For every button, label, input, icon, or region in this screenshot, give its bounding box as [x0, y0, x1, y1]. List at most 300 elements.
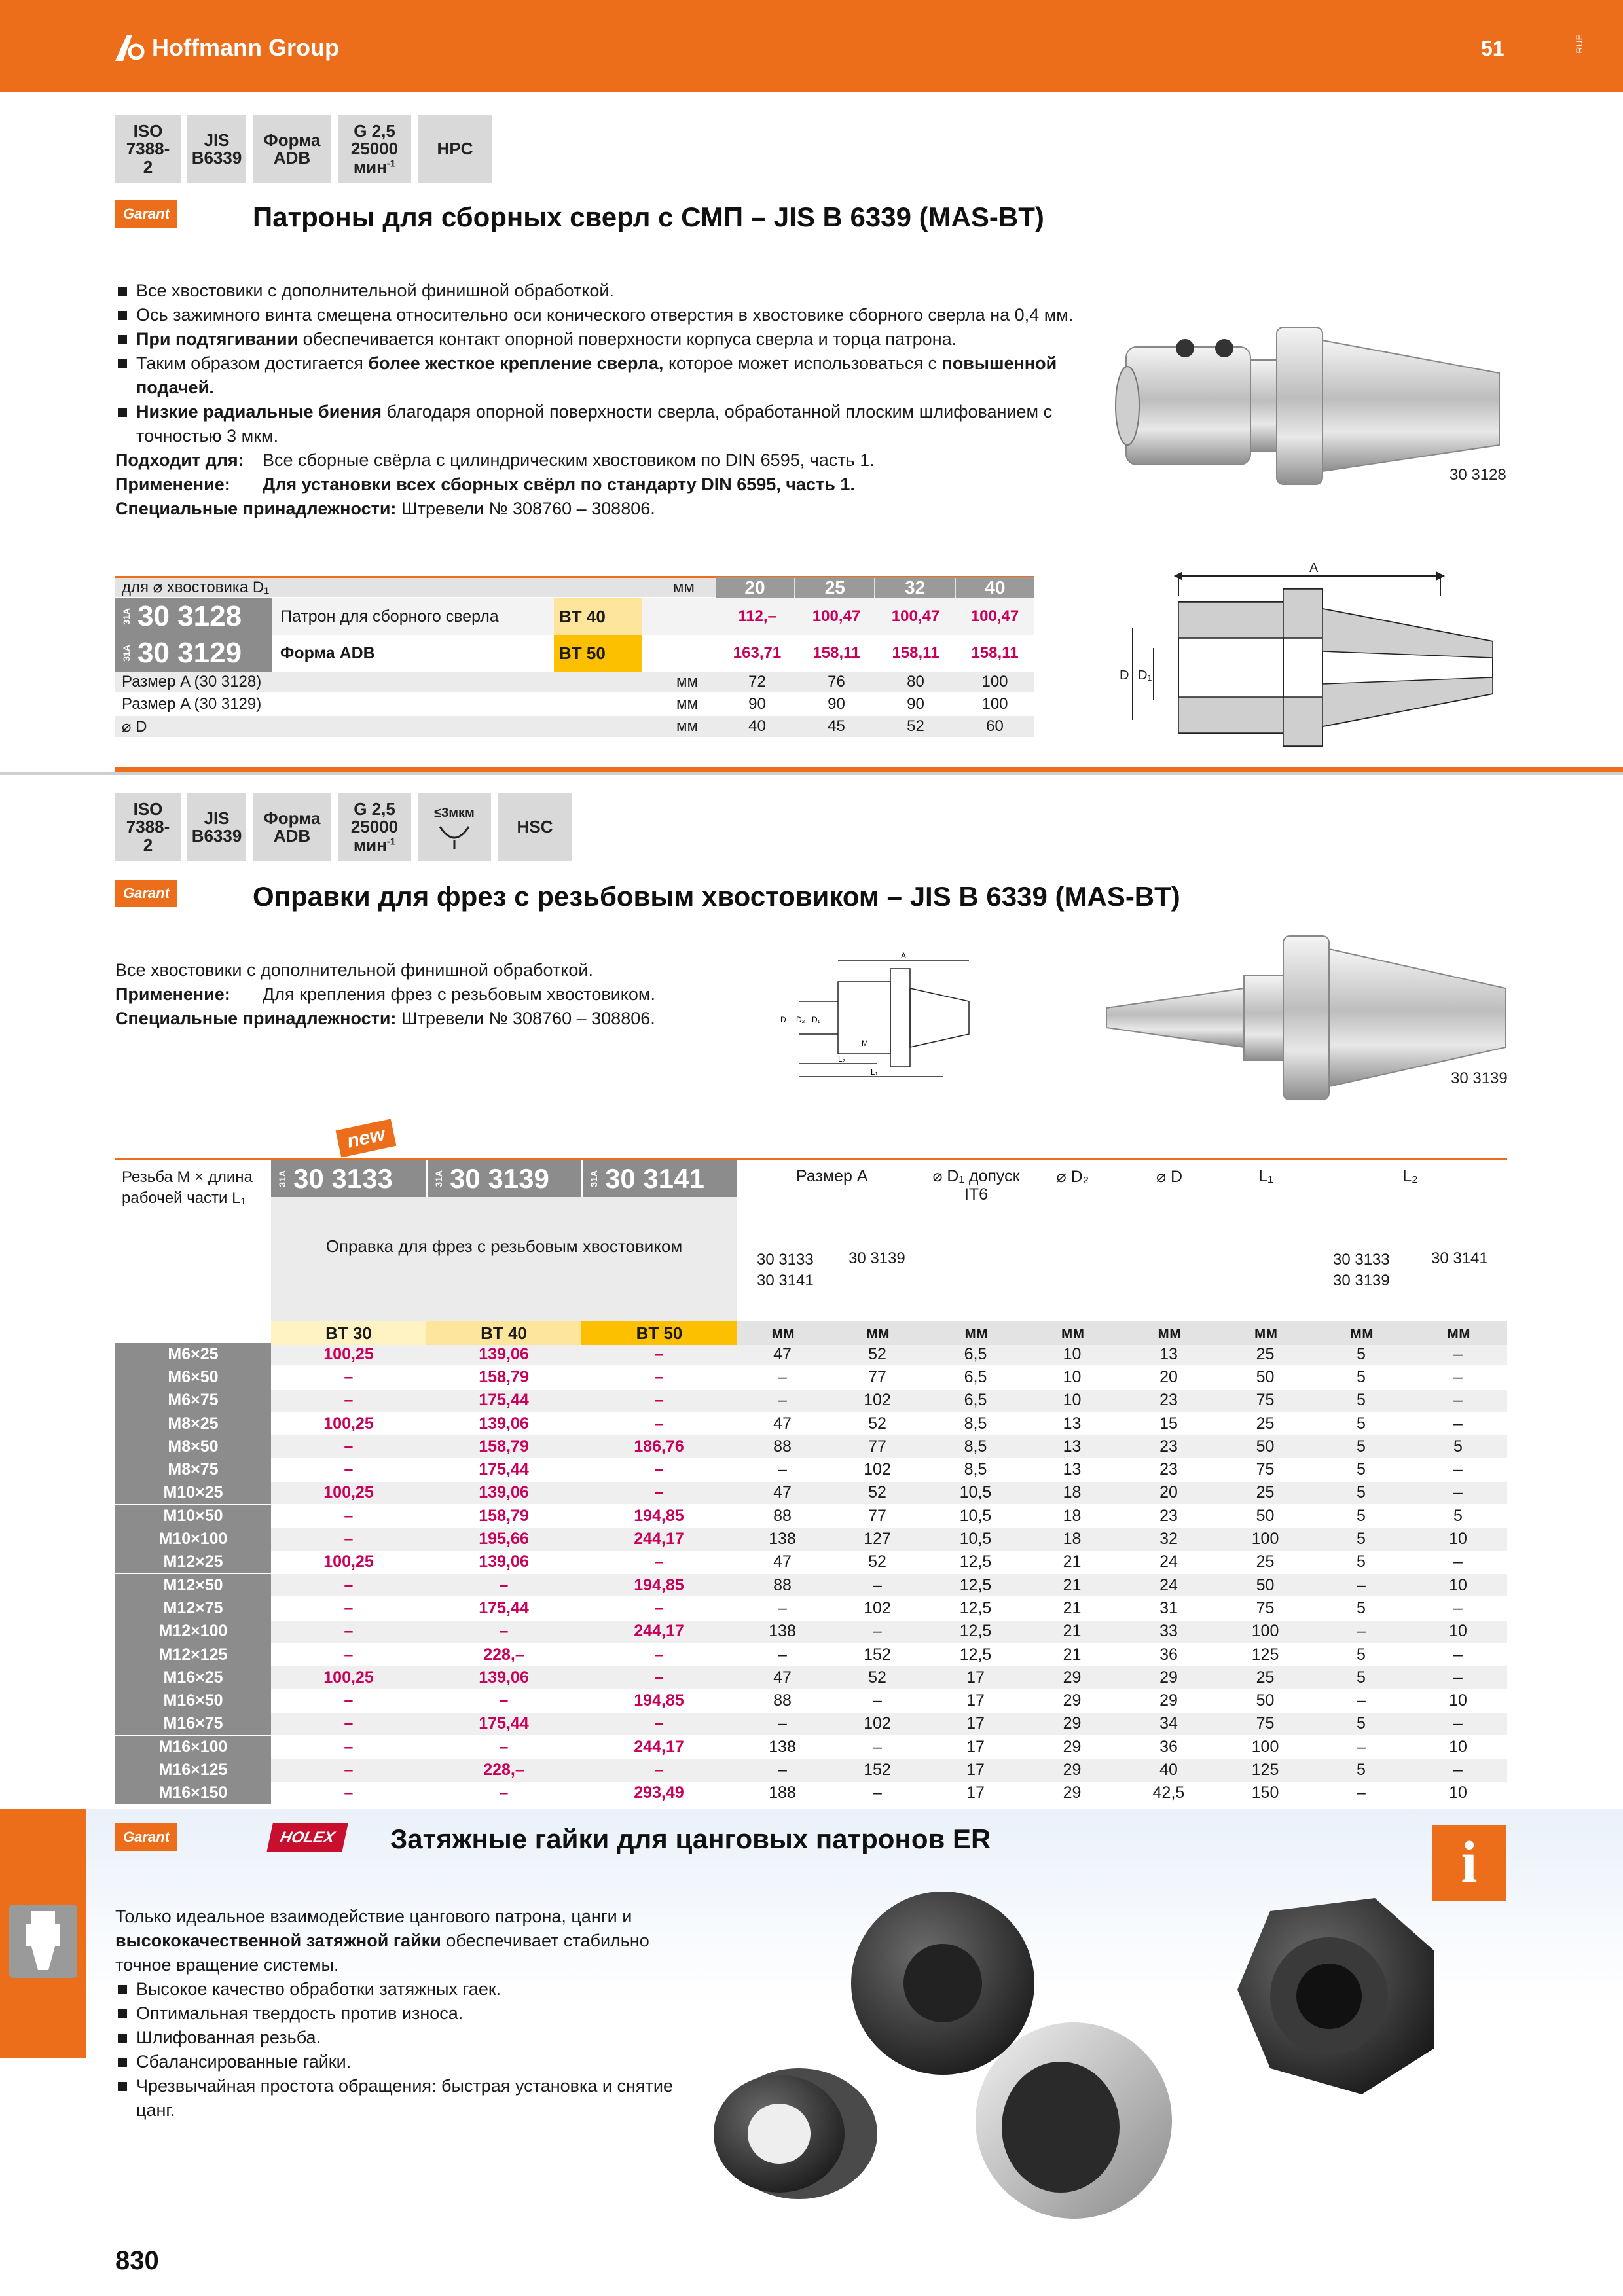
table-row: [115, 1366, 1507, 1389]
list-item: Ось зажимного винта смещена относительно оси конического отверстия в хвостовике сборного сверла на 0,4 мм.: [115, 303, 1084, 327]
unit-cell: мм: [1158, 1324, 1181, 1342]
dimension-cell: 33: [1159, 1622, 1178, 1641]
dimension-cell: 29: [1063, 1784, 1082, 1803]
dimension-cell: 47: [773, 1552, 792, 1571]
dimension-cell: 5: [1357, 1437, 1366, 1456]
unit-cell: мм: [1061, 1324, 1085, 1342]
dimension-cell: 100: [1251, 1530, 1279, 1549]
dimension-cell: –: [778, 1645, 787, 1664]
dimension-cell: 5: [1357, 1483, 1366, 1502]
nut-image-3: [976, 2022, 1172, 2219]
thread-size-cell: M8×75: [115, 1458, 271, 1481]
accessories-row: Специальные принадлежности: Штревели № 308760 – 308806.: [115, 1009, 655, 1028]
price-cell: 158,79: [479, 1367, 529, 1386]
dimension-cell: –: [1453, 1344, 1463, 1363]
fits-row: Подходит для: Все сборные свёрла с цилиндрическим хвостовиком по DIN 6595, часть 1.: [115, 450, 875, 470]
price-cell: –: [344, 1784, 354, 1803]
nut-image-2: [851, 1892, 1034, 2075]
dimension-cell: 75: [1256, 1598, 1275, 1617]
dimension-cell: 20: [1159, 1367, 1178, 1386]
dimension-cell: 52: [868, 1414, 886, 1433]
thread-size-cell: M10×100: [115, 1528, 271, 1551]
table-row: [115, 1666, 1507, 1689]
table-row: [115, 1482, 1507, 1505]
dimension-cell: 5: [1357, 1552, 1366, 1571]
accessories-row: Специальные принадлежности: Штревели № 308760 – 308806.: [115, 499, 655, 518]
dimension-cell: 188: [769, 1784, 796, 1803]
dimension-cell: 52: [868, 1344, 886, 1363]
thread-size-cell: M16×125: [115, 1759, 271, 1782]
dimension-cell: 29: [1063, 1737, 1082, 1756]
badge-jis: JIS B6339: [187, 793, 246, 861]
price-cell: –: [499, 1737, 509, 1756]
price-cell: 139,06: [479, 1414, 529, 1433]
price-cell: 228,–: [483, 1760, 524, 1779]
dimension-cell: 5: [1357, 1344, 1366, 1363]
thread-size-cell: M16×25: [115, 1666, 271, 1689]
dim-d1-label: D₁: [1138, 668, 1152, 683]
dimension-cell: 88: [773, 1691, 792, 1710]
dimension-cell: 24: [1159, 1575, 1178, 1594]
unit-cell: мм: [866, 1324, 890, 1342]
dimension-cell: 21: [1063, 1598, 1082, 1617]
price-cell: –: [654, 1552, 664, 1571]
dimension-cell: 47: [773, 1344, 792, 1363]
dimension-cell: 5: [1357, 1668, 1366, 1687]
article-number-303141[interactable]: 31A 30 3141: [581, 1160, 737, 1197]
price-cell: 100,25: [323, 1668, 374, 1687]
use-row: Применение: Для установки всех сборных свёрл по стандарту DIN 6595, часть 1.: [115, 475, 855, 494]
hoffmann-logo-icon: [115, 35, 145, 61]
price-cell: 100,25: [323, 1414, 374, 1433]
dimension-cell: 8,5: [964, 1460, 987, 1479]
dimension-cell: 15: [1159, 1414, 1178, 1433]
dimension-cell: 5: [1453, 1506, 1463, 1525]
badge-balance: G 2,5 25000 мин$^{-1}$: [338, 793, 411, 861]
dimension-cell: 125: [1251, 1645, 1279, 1664]
dimension-cell: 23: [1159, 1437, 1178, 1456]
dimension-cell: 10: [1449, 1691, 1467, 1710]
thread-size-cell: M16×100: [115, 1736, 271, 1759]
dimension-cell: 18: [1063, 1506, 1082, 1525]
section1-description: [115, 279, 1084, 521]
dimension-cell: –: [873, 1575, 882, 1594]
dimension-cell: 24: [1159, 1552, 1178, 1571]
list-item: Сбалансированные гайки.: [115, 2050, 691, 2074]
table-row: 31A 30 3129 Форма ADB BT 50 163,71 158,11 158,11 158,11: [115, 635, 1034, 672]
dimension-cell: 52: [868, 1668, 886, 1687]
clamping-nuts-image: [681, 1885, 1532, 2225]
dimension-cell: 5: [1453, 1437, 1463, 1456]
section-divider-shadow: [0, 772, 1623, 775]
dimension-cell: 8,5: [964, 1414, 987, 1433]
dimension-cell: 50: [1256, 1367, 1275, 1386]
dimension-cell: 52: [868, 1483, 886, 1502]
thread-size-cell: M10×25: [115, 1481, 271, 1504]
dimension-cell: 18: [1063, 1530, 1082, 1549]
article-description: Патрон для сборного сверла: [280, 607, 499, 626]
price-cell: 195,66: [479, 1530, 529, 1549]
thread-size-cell: M8×50: [115, 1435, 271, 1458]
dimension-cell: 10,5: [959, 1483, 992, 1502]
dimension-cell: 5: [1357, 1645, 1366, 1664]
thread-size-cell: M16×150: [115, 1782, 271, 1804]
dimension-cell: –: [778, 1598, 787, 1617]
price-cell: –: [499, 1622, 509, 1641]
list-item: Все хвостовики с дополнительной финишной обработкой.: [115, 279, 1084, 303]
dimension-cell: 75: [1256, 1460, 1275, 1479]
table-body: [115, 1343, 1507, 1805]
dimension-cell: 6,5: [964, 1367, 987, 1386]
garant-brand-tag: Garant: [115, 880, 177, 907]
use-row: Применение: Для крепления фрез с резьбовым хвостовиком.: [115, 984, 655, 1004]
table-row: [115, 1643, 1507, 1666]
nut-image-1: [714, 2068, 877, 2199]
dimension-cell: 47: [773, 1483, 792, 1502]
dimension-cell: 50: [1256, 1575, 1275, 1594]
dimension-cell: 17: [966, 1760, 985, 1779]
article-number-303139[interactable]: 31A 30 3139: [426, 1160, 581, 1197]
price-cell: 186,76: [634, 1437, 684, 1456]
dimension-cell: 100: [1251, 1622, 1279, 1641]
dimension-cell: –: [1453, 1714, 1463, 1733]
dimension-cell: 25: [1256, 1552, 1275, 1571]
price-cell: 100,25: [323, 1552, 374, 1571]
badge-hsc: HSC: [498, 793, 572, 861]
price-cell: –: [499, 1575, 509, 1594]
thread-size-cell: M12×75: [115, 1597, 271, 1620]
price-cell: –: [654, 1714, 664, 1733]
table-row: [115, 1597, 1507, 1620]
article-form: Форма ADB: [280, 643, 375, 662]
price-cell: –: [344, 1598, 354, 1617]
dimension-cell: 25: [1256, 1483, 1275, 1502]
dimension-cell: 102: [864, 1460, 891, 1479]
dimension-cell: –: [873, 1622, 882, 1641]
price-cell: –: [344, 1391, 354, 1410]
dimension-cell: 29: [1159, 1668, 1178, 1687]
dimension-cell: 5: [1357, 1530, 1366, 1549]
dimension-cell: 10: [1063, 1391, 1082, 1410]
dimension-cell: 42,5: [1152, 1784, 1185, 1803]
table-row: Размер A (30 3128) мм 72 76 80 100: [115, 672, 1034, 694]
table-header-row: для ⌀ хвостовика D₁ мм 20 25 32 40: [115, 576, 1034, 598]
list-item: Таким образом достигается более жесткое крепление сверла, которое может использоваться с повышенной подачей.: [115, 351, 1084, 400]
price-cell: 139,06: [479, 1344, 529, 1363]
dimension-cell: 10: [1449, 1784, 1467, 1803]
thread-size-cell: M12×100: [115, 1620, 271, 1643]
price-cell: –: [654, 1645, 664, 1664]
dimension-cell: 152: [864, 1760, 891, 1779]
dim-a-label: A: [1309, 563, 1319, 575]
dim-d-label: D: [1120, 668, 1129, 683]
dimension-cell: 25: [1256, 1668, 1275, 1687]
price-cell: 139,06: [479, 1483, 529, 1502]
table-row: Размер A (30 3129) мм 90 90 90 100: [115, 694, 1034, 716]
garant-brand-tag: Garant: [115, 1823, 177, 1851]
price-cell: 175,44: [479, 1598, 529, 1617]
section2-table: [115, 1158, 1507, 1805]
table-row: [115, 1574, 1507, 1597]
badge-form: Форма ADB: [253, 793, 331, 861]
price-cell: 194,85: [634, 1575, 684, 1594]
table-row: 31A 30 3128 Патрон для сборного сверла BT 40 112,– 100,47 100,47 100,47: [115, 598, 1034, 635]
dimension-cell: –: [1453, 1367, 1463, 1386]
section1-badges: [115, 115, 492, 183]
table-header: Резьба M × длина рабочей части L₁ 31A 30 3133 31A 30 3139 31A 30 3141 Оправка для фрез с резьбовым хвостовиком BT 30 BT 40 BT 50 Размер A ⌀ D₁ допуск IT6 ⌀ D₂ ⌀ D L₁ L₂ 30 3133 30 3141 30 3139 30 3133 30 3139 30 3141 мм мм мм мм мм мм мм мм: [115, 1158, 1507, 1343]
dimension-cell: –: [1453, 1483, 1463, 1502]
dimension-cell: 10: [1449, 1737, 1467, 1756]
thread-col-header: Резьба M × длина рабочей части L₁: [122, 1168, 253, 1207]
table-row: [115, 1390, 1507, 1412]
table-row: [115, 1689, 1507, 1712]
price-cell: 293,49: [634, 1784, 684, 1803]
dimension-cell: –: [1357, 1691, 1366, 1710]
unit-cell: мм: [771, 1324, 795, 1342]
section2-title: Оправки для фрез с резьбовым хвостовиком – JIS B 6339 (MAS-BT): [253, 881, 1180, 912]
dimension-cell: 125: [1251, 1760, 1279, 1779]
dimension-cell: 17: [966, 1668, 985, 1687]
dimension-cell: 12,5: [959, 1575, 992, 1594]
dimension-cell: –: [1357, 1737, 1366, 1756]
thread-size-cell: M12×25: [115, 1551, 271, 1573]
brand-logo: [115, 34, 339, 62]
dimension-cell: 10: [1449, 1530, 1467, 1549]
dimension-cell: 12,5: [959, 1598, 992, 1617]
dimension-cell: 21: [1063, 1552, 1082, 1571]
price-cell: –: [654, 1414, 664, 1433]
thread-size-cell: M16×50: [115, 1689, 271, 1712]
dimension-cell: 47: [773, 1668, 792, 1687]
dimension-cell: –: [778, 1714, 787, 1733]
price-cell: 194,85: [634, 1506, 684, 1525]
badge-iso: ISO 7388-2: [115, 793, 181, 861]
dimension-cell: 102: [864, 1598, 891, 1617]
thread-size-cell: M16×75: [115, 1712, 271, 1735]
dimension-cell: 36: [1159, 1645, 1178, 1664]
dimension-cell: –: [1453, 1391, 1463, 1410]
section1-title: Патроны для сборных сверл с СМП – JIS B 6339 (MAS-BT): [253, 202, 1044, 232]
price-cell: 244,17: [634, 1622, 684, 1641]
collet-chuck-icon: [9, 1905, 77, 1978]
dimension-cell: 25: [1256, 1414, 1275, 1433]
svg-text:D₁: D₁: [812, 1015, 820, 1024]
price-cell: –: [654, 1760, 664, 1779]
dimension-cell: 25: [1256, 1344, 1275, 1363]
dimension-cell: 12,5: [959, 1552, 992, 1571]
dimension-cell: 23: [1159, 1460, 1178, 1479]
new-badge: new: [336, 1119, 397, 1157]
dimension-cell: 5: [1357, 1391, 1366, 1410]
dimension-cell: 21: [1063, 1622, 1082, 1641]
section-divider: [115, 767, 1623, 772]
unit-cell: мм: [1254, 1324, 1278, 1342]
section3-title: Затяжные гайки для цанговых патронов ER: [390, 1823, 991, 1854]
spindle-row: BT 30 BT 40 BT 50: [271, 1321, 737, 1345]
dimension-cell: –: [778, 1391, 787, 1410]
price-cell: –: [344, 1622, 354, 1641]
dimension-cell: 138: [769, 1530, 796, 1549]
section2-description: Все хвостовики с дополнительной финишной обработкой. Применение: Для крепления фрез с резьбовым хвостовиком. Специальные принадлежности: Штревели № 308760 – 308806.: [115, 958, 770, 1031]
dimension-cell: 17: [966, 1737, 985, 1756]
page-number-bottom: 830: [115, 2246, 159, 2275]
dimension-cell: –: [778, 1367, 787, 1386]
image-caption-303139: 30 3139: [1451, 1069, 1508, 1087]
thread-size-cell: M10×50: [115, 1505, 271, 1528]
dimension-cell: 10: [1063, 1367, 1082, 1386]
dimension-cell: 88: [773, 1506, 792, 1525]
dimension-cell: 34: [1159, 1714, 1178, 1733]
section3-description: [115, 1905, 691, 2123]
price-cell: –: [344, 1645, 354, 1664]
holex-brand-tag: HOLEX: [266, 1823, 348, 1852]
table-row: [115, 1782, 1507, 1805]
units-row: [737, 1321, 1507, 1345]
dimension-cell: 5: [1357, 1598, 1366, 1617]
dimension-cell: 40: [1159, 1760, 1178, 1779]
thread-size-cell: M6×50: [115, 1366, 271, 1389]
price-cell: –: [344, 1460, 354, 1479]
price-cell: –: [499, 1784, 509, 1803]
dimension-cell: 12,5: [959, 1645, 992, 1664]
section2-badges: [115, 793, 572, 861]
dimension-cell: –: [873, 1691, 882, 1710]
article-number-303128[interactable]: 31A 30 3128: [115, 598, 272, 635]
dimension-cell: 10,5: [959, 1530, 992, 1549]
price-cell: –: [654, 1460, 664, 1479]
badge-form: Форма ADB: [253, 115, 331, 183]
dimension-cell: 77: [868, 1367, 886, 1386]
dimension-cell: 5: [1357, 1714, 1366, 1733]
dimension-cell: –: [1453, 1645, 1463, 1664]
spindle-bt50: BT 50: [554, 635, 642, 672]
section3-bullet-list: [115, 1977, 691, 2123]
dimension-cell: –: [1453, 1460, 1463, 1479]
svg-text:D₂: D₂: [796, 1015, 805, 1024]
garant-brand-tag: Garant: [115, 200, 177, 228]
dimension-cell: 47: [773, 1414, 792, 1433]
info-icon[interactable]: i: [1432, 1825, 1506, 1901]
dimension-cell: –: [1453, 1414, 1463, 1433]
price-cell: 139,06: [479, 1552, 529, 1571]
dimension-cell: 17: [966, 1714, 985, 1733]
dimension-cell: 88: [773, 1437, 792, 1456]
section1-table: [115, 576, 1034, 738]
dimension-cell: 10: [1449, 1575, 1467, 1594]
section3-intro: Только идеальное взаимодействие цангового патрона, цанги и высококачественной затяжной гайки обеспечивает стабильно точное вращение системы.: [115, 1907, 649, 1975]
svg-text:M: M: [862, 1039, 868, 1048]
unit-cell: мм: [1447, 1324, 1470, 1342]
thread-size-cell: M6×75: [115, 1389, 271, 1412]
price-cell: –: [344, 1575, 354, 1594]
svg-text:D: D: [780, 1015, 786, 1024]
dimension-cell: 29: [1159, 1691, 1178, 1710]
dimension-cell: 5: [1357, 1414, 1366, 1433]
price-cell: –: [654, 1668, 664, 1687]
price-cell: –: [654, 1391, 664, 1410]
price-cell: –: [654, 1344, 664, 1363]
dimension-cell: 12,5: [959, 1622, 992, 1641]
price-cell: 175,44: [479, 1460, 529, 1479]
price-cell: 244,17: [634, 1530, 684, 1549]
price-cell: 228,–: [483, 1645, 524, 1664]
runout-icon: [435, 820, 474, 849]
dimension-cell: 75: [1256, 1714, 1275, 1733]
article-rows: [115, 598, 1034, 672]
dimension-cell: 36: [1159, 1737, 1178, 1756]
dimension-cell: 23: [1159, 1506, 1178, 1525]
page-number-top: 51: [1481, 37, 1504, 60]
list-item: Чрезвычайная простота обращения: быстрая установка и снятие цанг.: [115, 2074, 691, 2123]
dimension-cell: 150: [1251, 1784, 1279, 1803]
badge-balance: G 2,5 25000 мин$^{-1}$: [338, 115, 411, 183]
unit-cell: мм: [1350, 1324, 1374, 1342]
list-item: Оптимальная твердость против износа.: [115, 2001, 691, 2026]
table-row: [115, 1736, 1507, 1759]
price-cell: 175,44: [479, 1714, 529, 1733]
dimension-cell: 29: [1063, 1714, 1082, 1733]
dimension-cell: 10,5: [959, 1506, 992, 1525]
price-cell: –: [344, 1506, 354, 1525]
dimension-cell: 32: [1159, 1530, 1178, 1549]
article-number-303129[interactable]: 31A 30 3129: [115, 635, 272, 672]
dimension-cell: 127: [864, 1530, 891, 1549]
thread-size-cell: M8×25: [115, 1412, 271, 1435]
dimension-cell: 21: [1063, 1575, 1082, 1594]
price-cell: –: [344, 1737, 354, 1756]
dimension-cell: –: [1357, 1575, 1366, 1594]
dimension-cell: 88: [773, 1575, 792, 1594]
dimension-cell: 18: [1063, 1483, 1082, 1502]
badge-jis: JIS B6339: [187, 115, 246, 183]
price-cell: 175,44: [479, 1391, 529, 1410]
table-row: [115, 1621, 1507, 1643]
dimension-cell: 152: [864, 1645, 891, 1664]
dimension-cell: 102: [864, 1391, 891, 1410]
table-row: [115, 1505, 1507, 1528]
svg-text:L₂: L₂: [838, 1054, 846, 1064]
price-cell: 244,17: [634, 1737, 684, 1756]
article-description: Оправка для фрез с резьбовым хвостовиком: [271, 1197, 737, 1321]
dimension-cell: –: [873, 1737, 882, 1756]
dimension-cell: –: [778, 1460, 787, 1479]
dimension-cell: –: [1453, 1760, 1463, 1779]
table-row: [115, 1528, 1507, 1551]
price-cell: –: [654, 1483, 664, 1502]
dimension-cell: –: [1453, 1598, 1463, 1617]
section1-bullet-list: [115, 279, 1084, 448]
dimension-cell: 77: [868, 1506, 886, 1525]
svg-text:A: A: [901, 951, 907, 960]
badge-hpc: HPC: [418, 115, 492, 183]
list-item: Высокое качество обработки затяжных гаек.: [115, 1977, 691, 2001]
dimension-cell: 52: [868, 1552, 886, 1571]
price-cell: –: [499, 1691, 509, 1710]
article-number-303133[interactable]: 31A 30 3133: [271, 1160, 426, 1197]
dimension-cell: 21: [1063, 1645, 1082, 1664]
dimension-cell: 13: [1063, 1460, 1082, 1479]
dimension-cell: 10: [1449, 1622, 1467, 1641]
brand-name: Hoffmann Group: [152, 34, 339, 61]
dimension-cell: 8,5: [964, 1437, 987, 1456]
dimension-cell: 31: [1159, 1598, 1178, 1617]
price-cell: –: [654, 1598, 664, 1617]
table-row: [115, 1759, 1507, 1782]
dimension-cell: 17: [966, 1691, 985, 1710]
dimension-cell: 50: [1256, 1437, 1275, 1456]
list-item: При подтягивании обеспечивается контакт опорной поверхности корпуса сверла и торца патрона.: [115, 327, 1084, 351]
list-item: Шлифованная резьба.: [115, 2026, 691, 2050]
